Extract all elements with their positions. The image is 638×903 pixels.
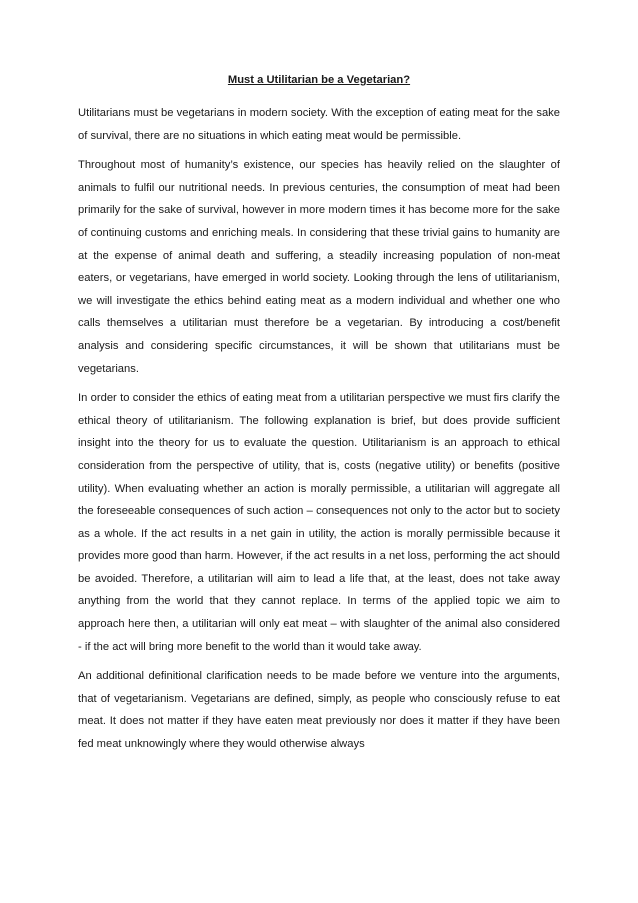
paragraph-vegetarianism: An additional definitional clarification needs to be made before we venture into the arguments, that of vegetarianism. Vegetarians are defined, simply, as people who consciously refuse to eat meat. It does not matter if they have eaten meat previously nor does it matter if they have been fed meat unknowingly where they would otherwise always bbox=[78, 670, 560, 751]
document-title: Must a Utilitarian be a Vegetarian? bbox=[227, 74, 411, 86]
paragraph-intro: Utilitarians must be vegetarians in modern society. With the exception of eating meat for the sake of survival, there are no situations in which eating meat would be permissible. bbox=[78, 107, 560, 142]
paragraph-background: Throughout most of humanity’s existence, our species has heavily relied on the slaughter of animals to fulfil our nutritional needs. In previous centuries, the consumption of meat had been primarily for the sake of survival, however in more modern times it has become more for the sake of continuing customs and enriching meals. In considering that these trivial gains to humanity are at the expense of animal death and suffering, a steadily increasing population of non-meat eaters, or vegetarians, have emerged in world society. Looking through the lens of utilitarianism, we will investigate the ethics behind eating meat as a modern individual and whether one who calls themselves a utilitarian must therefore be a vegetarian. By introducing a cost/benefit analysis and considering specific circumstances, it will be shown that utilitarians must be vegetarians. bbox=[78, 159, 560, 375]
paragraph-utilitarianism: In order to consider the ethics of eating meat from a utilitarian perspective we must firs clarify the ethical theory of utilitarianism. The following explanation is brief, but does provide sufficient insight into the theory for us to evaluate the question. Utilitarianism is an approach to ethical consideration from the perspective of utility, that is, costs (negative utility) or benefits (positive utility). When evaluating whether an action is morally permissible, a utilitarian will aggregate all the foreseeable consequences of such action – consequences not only to the actor but to society as a whole. If the act results in a net gain in utility, the action is morally permissible because it provides more good than harm. However, if the act results in a net loss, performing the act should be avoided. Therefore, a utilitarian will aim to lead a life that, at the least, does not take away anything from the world that they cannot replace. In terms of the applied topic we aim to approach here then, a utilitarian will only eat meat – with slaughter of the animal also considered - if the act will bring more benefit to the world than it would take away. bbox=[78, 392, 560, 653]
document-body bbox=[78, 72, 560, 763]
